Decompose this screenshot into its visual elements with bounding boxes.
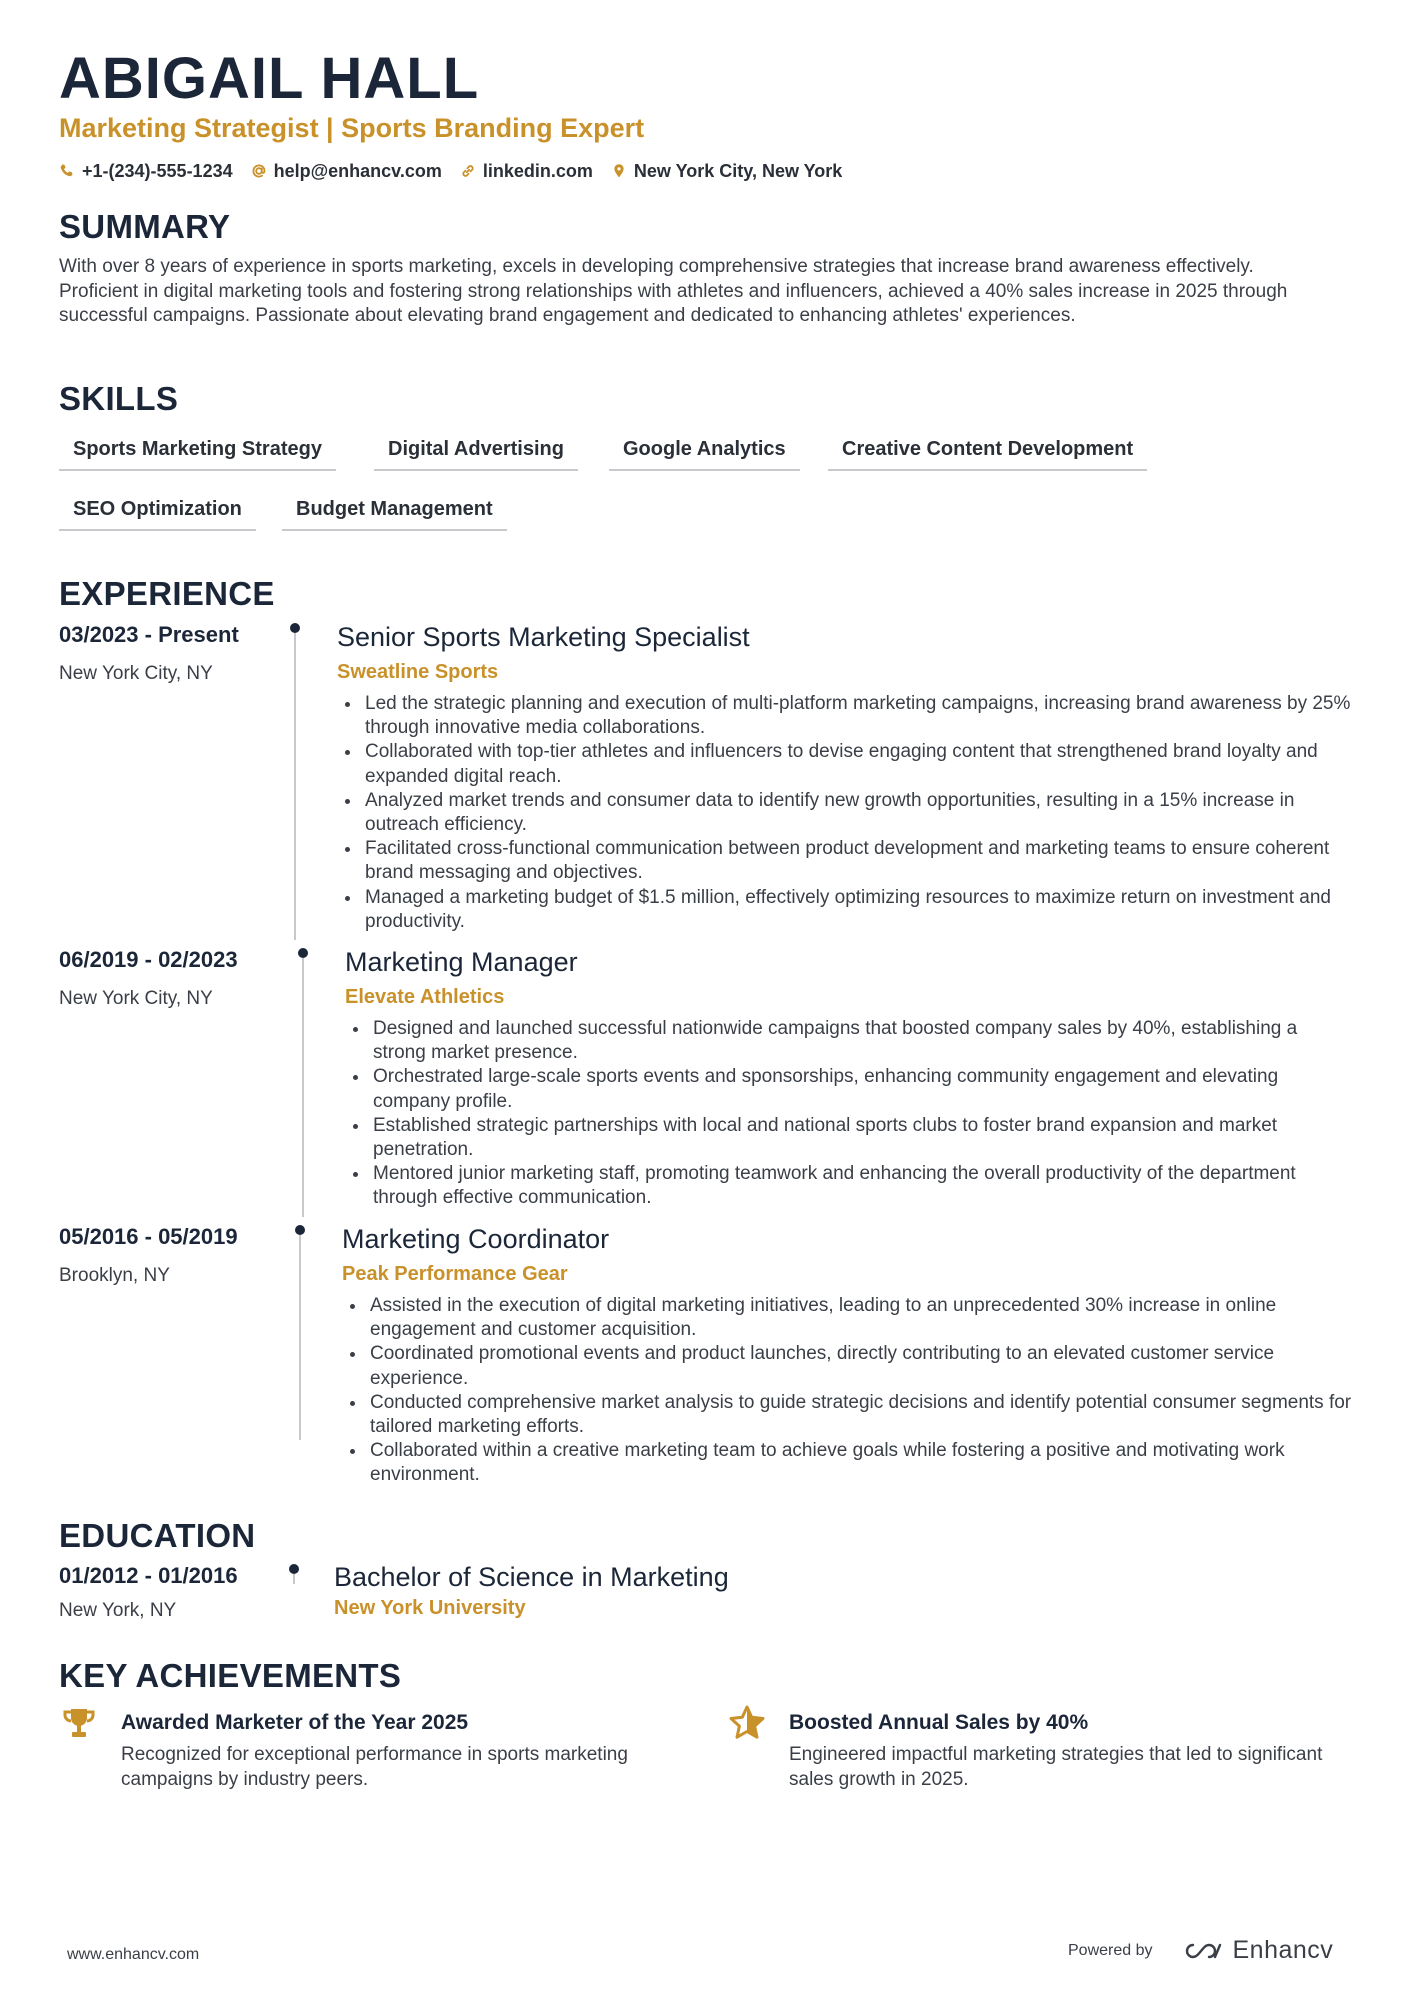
job-dates: 05/2016 - 05/2019: [59, 1224, 238, 1249]
timeline-dot: [298, 948, 308, 958]
link-icon: [460, 163, 476, 179]
skill-tag: Sports Marketing Strategy: [59, 429, 336, 471]
job-company: Sweatline Sports: [337, 661, 499, 683]
education-school: New York University: [334, 1597, 526, 1619]
list-item: Facilitated cross-functional communication between product development and marketing teams to ensure coherent brand messaging and objectives.: [337, 837, 1357, 885]
skill-tag: Digital Advertising: [374, 429, 578, 471]
job-title: Marketing Coordinator: [342, 1224, 610, 1254]
trophy-icon: [61, 1705, 97, 1741]
education-heading: EDUCATION: [59, 1517, 256, 1554]
job-location: Brooklyn, NY: [59, 1265, 170, 1286]
job-company: Peak Performance Gear: [342, 1263, 568, 1285]
job-bullets: [337, 692, 1357, 934]
list-item: Collaborated within a creative marketing team to achieve goals while fostering a positive and motivating work environment.: [342, 1439, 1352, 1487]
education-dates: 01/2012 - 01/2016: [59, 1563, 238, 1588]
contact-phone[interactable]: [59, 158, 233, 184]
skill-tag: Creative Content Development: [828, 429, 1147, 471]
job-location: New York City, NY: [59, 988, 213, 1009]
skill-tag: Google Analytics: [609, 429, 800, 471]
job-dates: 06/2019 - 02/2023: [59, 947, 238, 972]
timeline-dot: [289, 1564, 299, 1574]
contact-bar: [59, 158, 860, 184]
enhancv-logo-icon: [1179, 1939, 1225, 1963]
contact-location: [611, 158, 842, 184]
experience-heading: EXPERIENCE: [59, 575, 275, 612]
achievement-desc: Recognized for exceptional performance in sports marketing campaigns by industry peers.: [121, 1744, 628, 1790]
list-item: Led the strategic planning and execution of multi-platform marketing campaigns, increasing brand awareness by 25% through innovative media collaborations.: [337, 692, 1357, 740]
timeline-dot: [290, 623, 300, 633]
list-item: Orchestrated large-scale sports events and sponsorships, enhancing community engagement and elevating company profile.: [345, 1065, 1355, 1113]
achievement-title: Boosted Annual Sales by 40%: [789, 1711, 1089, 1734]
summary-text: With over 8 years of experience in sports marketing, excels in developing comprehensive strategies that increase brand awareness effectively. Proficient in digital marketing tools and fostering strong relationships with athletes and influencers, achieved a 40% sales increase in 2025 through successful campaigns. Passionate about elevating brand engagement and dedicated to enhancing athletes' experiences.: [59, 256, 1288, 326]
timeline-dot: [295, 1225, 305, 1235]
skill-tag: SEO Optimization: [59, 489, 256, 531]
job-bullets: [345, 1017, 1355, 1211]
job-dates: 03/2023 - Present: [59, 622, 239, 647]
skill-tag: Budget Management: [282, 489, 507, 531]
skills-heading: SKILLS: [59, 380, 179, 417]
candidate-name: ABIGAIL HALL: [59, 46, 480, 111]
candidate-tagline: Marketing Strategist | Sports Branding Expert: [59, 113, 645, 143]
contact-email[interactable]: [251, 158, 442, 184]
list-item: Established strategic partnerships with local and national sports clubs to foster brand expansion and market penetration.: [345, 1114, 1355, 1162]
list-item: Conducted comprehensive market analysis to guide strategic decisions and identify potential consumer segments for tailored marketing efforts.: [342, 1391, 1352, 1439]
job-bullets: [342, 1294, 1352, 1488]
at-icon: [251, 163, 267, 179]
list-item: Collaborated with top-tier athletes and influencers to devise engaging content that strengthened brand loyalty and expanded digital reach.: [337, 740, 1357, 788]
list-item: Coordinated promotional events and product launches, directly contributing to an elevated customer service experience.: [342, 1342, 1352, 1390]
list-item: Analyzed market trends and consumer data to identify new growth opportunities, resulting in a 15% increase in outreach efficiency.: [337, 789, 1357, 837]
job-title: Marketing Manager: [345, 947, 578, 977]
footer-branding: [1068, 1936, 1333, 1965]
brand-name: Enhancv: [1232, 1936, 1334, 1964]
achievements-heading: KEY ACHIEVEMENTS: [59, 1657, 402, 1694]
location-pin-icon: [611, 163, 627, 179]
job-title: Senior Sports Marketing Specialist: [337, 622, 750, 652]
list-item: Managed a marketing budget of $1.5 million, effectively optimizing resources to maximize return on investment and productivity.: [337, 886, 1357, 934]
job-company: Elevate Athletics: [345, 986, 505, 1008]
timeline-line: [302, 958, 304, 1217]
achievement-title: Awarded Marketer of the Year 2025: [121, 1711, 469, 1734]
list-item: Mentored junior marketing staff, promoting teamwork and enhancing the overall productivity of the department through effective communication.: [345, 1162, 1355, 1210]
powered-by-label: Powered by: [1068, 1941, 1153, 1959]
job-location: New York City, NY: [59, 663, 213, 684]
achievement-desc: Engineered impactful marketing strategies that led to significant sales growth in 2025.: [789, 1744, 1323, 1790]
star-icon: [729, 1705, 765, 1741]
contact-linkedin-text: linkedin.com: [482, 161, 593, 181]
timeline-line: [293, 1574, 295, 1584]
contact-linkedin[interactable]: [460, 158, 593, 184]
contact-email-text: help@enhancv.com: [273, 161, 442, 181]
education-location: New York, NY: [59, 1600, 177, 1621]
education-degree: Bachelor of Science in Marketing: [334, 1562, 729, 1592]
list-item: Designed and launched successful nationwide campaigns that boosted company sales by 40%, establishing a strong market presence.: [345, 1017, 1355, 1065]
timeline-line: [294, 633, 296, 940]
footer-website[interactable]: www.enhancv.com: [67, 1946, 200, 1963]
contact-location-text: New York City, New York: [633, 161, 843, 181]
contact-phone-text: +1-(234)-555-1234: [82, 161, 233, 181]
list-item: Assisted in the execution of digital marketing initiatives, leading to an unprecedented 30% increase in online engagement and customer acquisition.: [342, 1294, 1352, 1342]
phone-icon: [59, 163, 75, 179]
enhancv-logo[interactable]: [1179, 1936, 1334, 1965]
summary-heading: SUMMARY: [59, 208, 231, 245]
timeline-line: [299, 1235, 301, 1440]
